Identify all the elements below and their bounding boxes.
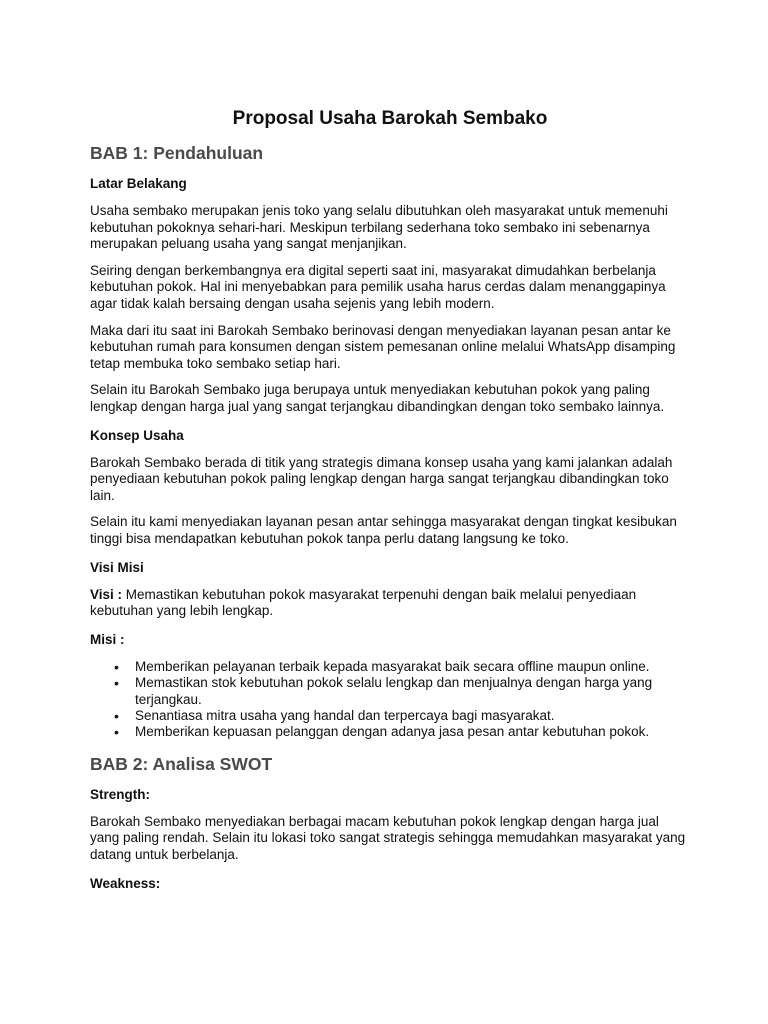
misi-item: • Memberikan pelayanan terbaik kepada masyarakat baik secara offline maupun online. [90,659,690,675]
misi-item: • Memberikan kepuasan pelanggan dengan adanya jasa pesan antar kebutuhan pokok. [90,724,690,740]
misi-item: • Senantiasa mitra usaha yang handal dan terpercaya bagi masyarakat. [90,708,690,724]
strength-paragraph: Barokah Sembako menyediakan berbagai macam kebutuhan pokok lengkap dengan harga jual yang paling rendah. Selain itu lokasi toko sangat strategis sehingga memudahkan masyarakat yang datang untuk berbelanja. [90,813,686,862]
weakness-heading: Weakness: [90,875,161,891]
misi-label: Misi : [90,631,125,647]
document-body [90,106,690,892]
latar-paragraph-4: Selain itu Barokah Sembako juga berupaya untuk menyediakan kebutuhan pokok yang paling lengkap dengan harga jual yang sangat terjangkau dibandingkan dengan toko sembako lainnya. [90,382,665,414]
visi-misi-heading: Visi Misi [90,559,144,575]
misi-list [90,659,690,741]
latar-paragraph-1: Usaha sembako merupakan jenis toko yang selalu dibutuhkan oleh masyarakat untuk memenuhi kebutuhan pokoknya sehari-hari. Meskipun terbilang sederhana toko sembako ini sebenarnya merupakan peluang usaha yang sangat menjanjikan. [90,203,668,252]
visi-paragraph [90,587,690,620]
document-title: Proposal Usaha Barokah Sembako [232,108,548,129]
visi-label: Visi : [90,586,123,602]
bab1-heading: BAB 1: Pendahuluan [90,143,264,163]
misi-item: • Memastikan stok kebutuhan pokok selalu lengkap dan menjualnya dengan harga yang terjangkau. [90,675,690,708]
strength-heading: Strength: [90,786,150,802]
bab2-heading: BAB 2: Analisa SWOT [90,753,273,774]
visi-text: Memastikan kebutuhan pokok masyarakat terpenuhi dengan baik melalui penyediaan kebutuhan yang lebih lengkap. [90,586,637,619]
konsep-paragraph-2: Selain itu kami menyediakan layanan pesan antar sehingga masyarakat dengan tingkat kesibukan tinggi bisa mendapatkan kebutuhan pokok tanpa perlu datang langsung ke toko. [90,514,677,546]
konsep-paragraph-1: Barokah Sembako berada di titik yang strategis dimana konsep usaha yang kami jalankan adalah penyediaan kebutuhan pokok paling lengkap dengan harga sangat terjangkau dibandingkan toko lain. [90,454,673,503]
konsep-usaha-heading: Konsep Usaha [90,427,184,443]
latar-belakang-heading: Latar Belakang [90,176,187,191]
latar-paragraph-3: Maka dari itu saat ini Barokah Sembako berinovasi dengan menyediakan layanan pesan antar ke kebutuhan rumah para konsumen dengan sistem pemesanan online melalui WhatsApp disamping tetap membuka toko sembako setiap hari. [90,322,676,371]
latar-paragraph-2: Seiring dengan berkembangnya era digital seperti saat ini, masyarakat dimudahkan berbelanja kebutuhan pokok. Hal ini menyebabkan para pemilik usaha harus cerdas dalam menanggapinya agar tidak kalah bersaing dengan usaha sejenis yang lebih modern. [90,262,666,311]
